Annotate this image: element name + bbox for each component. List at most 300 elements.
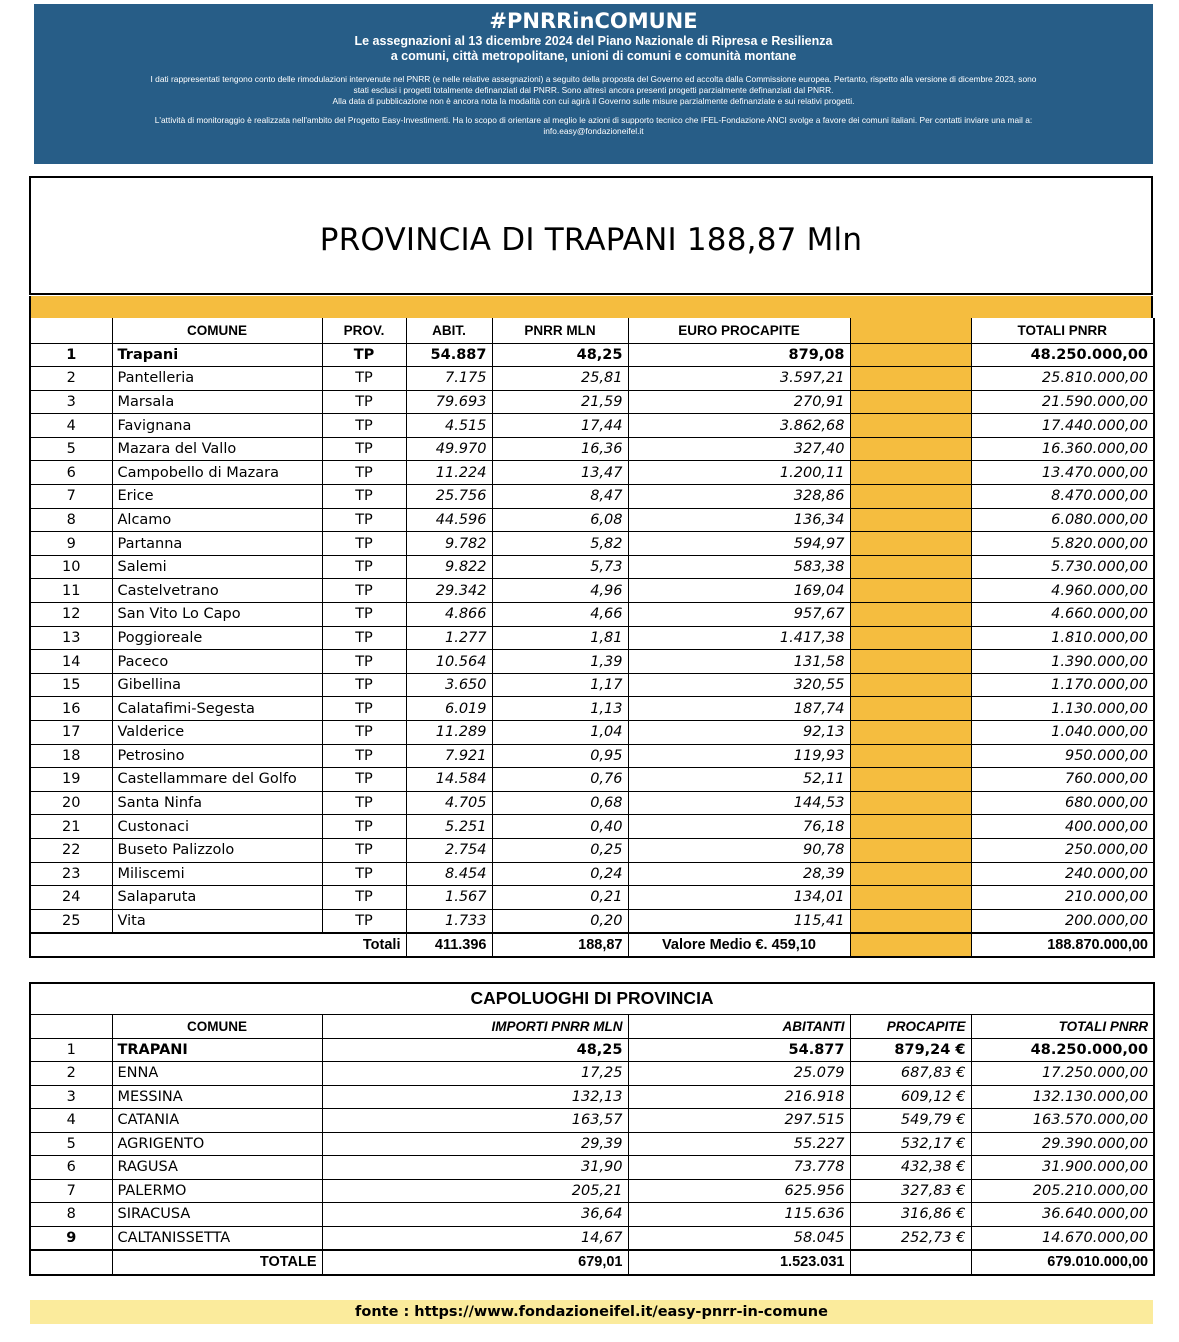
prov-cell: TP (322, 532, 406, 556)
comune-cell: PALERMO (112, 1179, 322, 1203)
abit-cell: 3.650 (406, 673, 492, 697)
prov-cell: TP (322, 414, 406, 438)
blank-cell (30, 1250, 112, 1275)
accent-column-cell (850, 555, 971, 579)
accent-column-cell (850, 886, 971, 910)
comune-cell: Buseto Palizzolo (117, 842, 235, 859)
accent-column-cell (850, 390, 971, 414)
rank-cell: 16 (30, 697, 112, 721)
procapite-cell: 327,83 € (850, 1179, 971, 1203)
comune-cell: ENNA (112, 1062, 322, 1086)
pnrr-cell: 5,82 (492, 532, 628, 556)
rank-cell: 7 (30, 1179, 112, 1203)
abit-cell: 4.866 (406, 603, 492, 627)
abit-cell: 7.921 (406, 744, 492, 768)
comune-cell: Trapani (117, 346, 179, 363)
abit-cell: 10.564 (406, 650, 492, 674)
abitanti-cell: 55.227 (628, 1132, 850, 1156)
banner-note-1: I dati rappresentati tengono conto delle rimodulazioni intervenute nel PNRR (e nelle relative assegnazioni) a seguito della proposta del Governo ed accolta dalla Commissione europea. Pertanto, rispetto alla versione di dicembre 2023, sono (150, 74, 1037, 84)
table-row (30, 838, 1154, 862)
euro-procapite-cell: 131,58 (628, 650, 850, 674)
rank-cell: 4 (30, 1109, 112, 1133)
rank-cell: 2 (30, 367, 112, 391)
comune-cell: Gibellina (117, 677, 182, 694)
pnrr-cell: 5,73 (492, 555, 628, 579)
abit-cell: 29.342 (406, 579, 492, 603)
procapite-cell: 432,38 € (850, 1156, 971, 1180)
euro-procapite-cell: 52,11 (628, 768, 850, 792)
rank-cell: 2 (30, 1062, 112, 1086)
table-row (30, 414, 1154, 438)
euro-procapite-cell: 957,67 (628, 603, 850, 627)
comune-cell: San Vito Lo Capo (117, 606, 241, 623)
comune-cell: Favignana (117, 417, 192, 434)
prov-cell: TP (322, 791, 406, 815)
accent-column-cell (850, 626, 971, 650)
prov-cell: TP (322, 815, 406, 839)
accent-column-cell (850, 721, 971, 745)
rank-cell: 7 (30, 485, 112, 509)
totali-cell: 4.660.000,00 (971, 603, 1154, 627)
prov-cell: TP (322, 485, 406, 509)
pnrr-cell: 0,95 (492, 744, 628, 768)
pnrr-cell: 16,36 (492, 437, 628, 461)
euro-procapite-cell: 92,13 (628, 721, 850, 745)
prov-cell: TP (322, 555, 406, 579)
table-row (30, 1109, 1154, 1133)
totals-row (30, 933, 1154, 957)
totali-cell: 240.000,00 (971, 862, 1154, 886)
abitanti-cell: 25.079 (628, 1062, 850, 1086)
totali-cell: 8.470.000,00 (971, 485, 1154, 509)
rank-cell: 9 (30, 532, 112, 556)
procapite-cell: 316,86 € (850, 1203, 971, 1227)
table-row (30, 744, 1154, 768)
pnrr-cell: 0,21 (492, 886, 628, 910)
importi-cell: 48,25 (322, 1038, 628, 1062)
totali-cell: 1.170.000,00 (971, 673, 1154, 697)
totali-cell: 205.210.000,00 (971, 1179, 1154, 1203)
totali-cell: 13.470.000,00 (971, 461, 1154, 485)
abitanti-cell: 115.636 (628, 1203, 850, 1227)
header-totali: TOTALI PNRR (971, 318, 1154, 343)
pnrr-cell: 13,47 (492, 461, 628, 485)
table-row (30, 1062, 1154, 1086)
banner-note-4: L'attività di monitoraggio è realizzata nell'ambito del Progetto Easy-Investimenti. Ha lo scopo di orientare al meglio le azioni di supporto tecnico che IFEL-Fondazione ANCI svolge a favore dei comuni italiani. Per contatti inviare una mail a: (154, 115, 1033, 125)
euro-procapite-cell: 327,40 (628, 437, 850, 461)
pnrr-cell: 0,76 (492, 768, 628, 792)
table-row (30, 437, 1154, 461)
table-row (30, 1038, 1154, 1062)
rank-cell: 8 (30, 508, 112, 532)
prov-cell: TP (322, 508, 406, 532)
euro-procapite-cell: 136,34 (628, 508, 850, 532)
comune-cell: CALTANISSETTA (112, 1226, 322, 1250)
importi-cell: 17,25 (322, 1062, 628, 1086)
comune-cell: Custonaci (117, 818, 190, 835)
province-title: PROVINCIA DI TRAPANI 188,87 Mln (319, 221, 863, 258)
euro-procapite-cell: 119,93 (628, 744, 850, 768)
rank-cell: 13 (30, 626, 112, 650)
procapite-cell: 532,17 € (850, 1132, 971, 1156)
rank-cell: 1 (30, 343, 112, 367)
totali-cell: 21.590.000,00 (971, 390, 1154, 414)
totali-cell: 250.000,00 (971, 838, 1154, 862)
euro-procapite-cell: 320,55 (628, 673, 850, 697)
importi-cell: 29,39 (322, 1132, 628, 1156)
accent-column-cell (850, 343, 971, 367)
abit-cell: 11.289 (406, 721, 492, 745)
totali-cell: 29.390.000,00 (971, 1132, 1154, 1156)
comune-cell: TRAPANI (112, 1038, 322, 1062)
totale-abitanti: 1.523.031 (628, 1250, 850, 1275)
table-row (30, 626, 1154, 650)
abitanti-cell: 73.778 (628, 1156, 850, 1180)
totali-cell: 1.810.000,00 (971, 626, 1154, 650)
header-abit: ABIT. (406, 318, 492, 343)
rank-cell: 6 (30, 461, 112, 485)
totale-totali: 679.010.000,00 (971, 1250, 1154, 1275)
rank-cell: 12 (30, 603, 112, 627)
pnrr-cell: 4,96 (492, 579, 628, 603)
capoluoghi-table-header (30, 1014, 1154, 1038)
rank-cell: 11 (30, 579, 112, 603)
euro-procapite-cell: 115,41 (628, 909, 850, 933)
rank-cell: 10 (30, 555, 112, 579)
table-row (30, 1132, 1154, 1156)
accent-column-cell (850, 673, 971, 697)
header-abitanti: ABITANTI (628, 1014, 850, 1038)
accent-column-cell (850, 909, 971, 933)
prov-cell: TP (322, 603, 406, 627)
abit-cell: 54.887 (406, 343, 492, 367)
table-row (30, 343, 1154, 367)
table-row (30, 791, 1154, 815)
province-table-header (30, 318, 1154, 343)
accent-column-cell (850, 367, 971, 391)
euro-procapite-cell: 270,91 (628, 390, 850, 414)
euro-procapite-cell: 583,38 (628, 555, 850, 579)
pnrr-cell: 8,47 (492, 485, 628, 509)
header-comune: COMUNE (112, 318, 322, 343)
accent-column-cell (850, 485, 971, 509)
totali-cell: 1.040.000,00 (971, 721, 1154, 745)
rank-cell: 6 (30, 1156, 112, 1180)
table-row (30, 697, 1154, 721)
province-table (29, 318, 1155, 958)
totali-cell: 163.570.000,00 (971, 1109, 1154, 1133)
procapite-cell: 687,83 € (850, 1062, 971, 1086)
table-row (30, 673, 1154, 697)
abit-cell: 25.756 (406, 485, 492, 509)
blank-cell (112, 933, 322, 957)
table-row (30, 1156, 1154, 1180)
prov-cell: TP (322, 673, 406, 697)
table-row (30, 886, 1154, 910)
banner-hashtag: #PNRRinCOMUNE (489, 9, 698, 33)
comune-cell: Salaparuta (117, 889, 197, 906)
table-row (30, 555, 1154, 579)
header-importi: IMPORTI PNRR MLN (322, 1014, 628, 1038)
comune-cell: Calatafimi-Segesta (117, 700, 255, 717)
prov-cell: TP (322, 862, 406, 886)
euro-procapite-cell: 76,18 (628, 815, 850, 839)
blank-cell (30, 933, 112, 957)
table-row (30, 390, 1154, 414)
rank-cell: 4 (30, 414, 112, 438)
accent-column-cell (850, 414, 971, 438)
prov-cell: TP (322, 909, 406, 933)
abitanti-cell: 297.515 (628, 1109, 850, 1133)
totali-cell: 6.080.000,00 (971, 508, 1154, 532)
prov-cell: TP (322, 367, 406, 391)
totale-label: TOTALE (112, 1250, 322, 1275)
table-row (30, 579, 1154, 603)
importi-cell: 205,21 (322, 1179, 628, 1203)
table-row (30, 1179, 1154, 1203)
capoluoghi-table (29, 982, 1155, 1276)
totali-cell: 17.440.000,00 (971, 414, 1154, 438)
abit-cell: 49.970 (406, 437, 492, 461)
banner-note-2: stati esclusi i progetti totalmente definanziati dal PNRR. Sono altresì ancora presenti progetti parzialmente definanziati dal PNRR. (353, 85, 834, 95)
header-euro: EURO PROCAPITE (628, 318, 850, 343)
prov-cell: TP (322, 650, 406, 674)
header-banner (34, 4, 1153, 164)
table-row (30, 1085, 1154, 1109)
rank-cell: 5 (30, 1132, 112, 1156)
comune-cell: SIRACUSA (112, 1203, 322, 1227)
prov-cell: TP (322, 626, 406, 650)
comune-cell: Partanna (117, 535, 183, 552)
abitanti-cell: 625.956 (628, 1179, 850, 1203)
comune-cell: Poggioreale (117, 629, 203, 646)
euro-procapite-cell: 28,39 (628, 862, 850, 886)
abit-cell: 6.019 (406, 697, 492, 721)
pnrr-cell: 6,08 (492, 508, 628, 532)
comune-cell: Miliscemi (117, 865, 185, 882)
prov-cell: TP (322, 838, 406, 862)
capoluoghi-caption: CAPOLUOGHI DI PROVINCIA (30, 983, 1154, 1014)
euro-procapite-cell: 328,86 (628, 485, 850, 509)
abitanti-cell: 216.918 (628, 1085, 850, 1109)
totali-cell: 400.000,00 (971, 815, 1154, 839)
euro-procapite-cell: 3.862,68 (628, 414, 850, 438)
pnrr-cell: 25,81 (492, 367, 628, 391)
euro-procapite-cell: 144,53 (628, 791, 850, 815)
totali-cell: 5.730.000,00 (971, 555, 1154, 579)
totali-cell: 5.820.000,00 (971, 532, 1154, 556)
rank-cell: 19 (30, 768, 112, 792)
accent-column-cell (850, 791, 971, 815)
comune-cell: CATANIA (112, 1109, 322, 1133)
abit-cell: 44.596 (406, 508, 492, 532)
rank-cell: 1 (30, 1038, 112, 1062)
abit-cell: 14.584 (406, 768, 492, 792)
comune-cell: Alcamo (117, 511, 172, 528)
comune-cell: Castellammare del Golfo (117, 771, 297, 788)
abit-cell: 1.567 (406, 886, 492, 910)
comune-cell: MESSINA (112, 1085, 322, 1109)
table-row (30, 909, 1154, 933)
pnrr-cell: 4,66 (492, 603, 628, 627)
rank-cell: 17 (30, 721, 112, 745)
pnrr-cell: 1,39 (492, 650, 628, 674)
prov-cell: TP (322, 886, 406, 910)
procapite-cell: 252,73 € (850, 1226, 971, 1250)
totali-cell: 48.250.000,00 (971, 1038, 1154, 1062)
euro-procapite-cell: 3.597,21 (628, 367, 850, 391)
rank-cell: 14 (30, 650, 112, 674)
table-row (30, 768, 1154, 792)
prov-cell: TP (322, 390, 406, 414)
blank-cell (850, 1250, 971, 1275)
header-totali: TOTALI PNRR (971, 1014, 1154, 1038)
procapite-cell: 879,24 € (850, 1038, 971, 1062)
prov-cell: TP (322, 697, 406, 721)
pnrr-cell: 1,81 (492, 626, 628, 650)
table-row (30, 508, 1154, 532)
totali-cell: 14.670.000,00 (971, 1226, 1154, 1250)
accent-column-cell (850, 744, 971, 768)
accent-column-cell (850, 815, 971, 839)
table-row (30, 532, 1154, 556)
totali-cell: 17.250.000,00 (971, 1062, 1154, 1086)
source-footer: fonte : https://www.fondazioneifel.it/easy-pnrr-in-comune (30, 1300, 1153, 1324)
rank-cell: 15 (30, 673, 112, 697)
table-row (30, 603, 1154, 627)
comune-cell: Campobello di Mazara (117, 464, 279, 481)
abit-cell: 11.224 (406, 461, 492, 485)
abit-cell: 8.454 (406, 862, 492, 886)
comune-cell: Salemi (117, 559, 167, 576)
accent-column-cell (850, 461, 971, 485)
comune-cell: Erice (117, 488, 154, 505)
table-row (30, 485, 1154, 509)
euro-procapite-cell: 169,04 (628, 579, 850, 603)
rank-cell: 3 (30, 1085, 112, 1109)
pnrr-cell: 0,68 (492, 791, 628, 815)
abit-cell: 7.175 (406, 367, 492, 391)
pnrr-cell: 1,13 (492, 697, 628, 721)
comune-cell: Pantelleria (117, 370, 195, 387)
table-row (30, 367, 1154, 391)
table-row (30, 650, 1154, 674)
accent-column-cell (850, 532, 971, 556)
importi-cell: 31,90 (322, 1156, 628, 1180)
accent-column-cell (850, 650, 971, 674)
prov-cell: TP (322, 744, 406, 768)
abit-cell: 1.277 (406, 626, 492, 650)
pnrr-cell: 0,40 (492, 815, 628, 839)
totali-cell: 31.900.000,00 (971, 1156, 1154, 1180)
abitanti-cell: 58.045 (628, 1226, 850, 1250)
header-pnrr: PNRR MLN (492, 318, 628, 343)
comune-cell: Vita (117, 912, 146, 929)
province-title-box (29, 176, 1153, 295)
abit-cell: 2.754 (406, 838, 492, 862)
totals-pnrr: 188,87 (492, 933, 628, 957)
banner-subtitle-2: a comuni, città metropolitane, unioni di comuni e comunità montane (390, 49, 797, 63)
accent-column-cell (850, 933, 971, 957)
rank-cell: 21 (30, 815, 112, 839)
header-procapite: PROCAPITE (850, 1014, 971, 1038)
comune-cell: Marsala (117, 393, 175, 410)
prov-cell: TP (322, 768, 406, 792)
totali-cell: 680.000,00 (971, 791, 1154, 815)
totali-cell: 16.360.000,00 (971, 437, 1154, 461)
rank-cell: 20 (30, 791, 112, 815)
totali-cell: 200.000,00 (971, 909, 1154, 933)
abit-cell: 4.705 (406, 791, 492, 815)
accent-column-cell (850, 437, 971, 461)
totali-cell: 4.960.000,00 (971, 579, 1154, 603)
rank-cell: 5 (30, 437, 112, 461)
totals-totali: 188.870.000,00 (971, 933, 1154, 957)
abit-cell: 79.693 (406, 390, 492, 414)
abit-cell: 4.515 (406, 414, 492, 438)
totali-cell: 950.000,00 (971, 744, 1154, 768)
totals-label: Totali (322, 933, 406, 957)
abit-cell: 9.782 (406, 532, 492, 556)
totali-cell: 48.250.000,00 (971, 343, 1154, 367)
importi-cell: 163,57 (322, 1109, 628, 1133)
accent-column-cell (850, 508, 971, 532)
abit-cell: 9.822 (406, 555, 492, 579)
rank-cell: 8 (30, 1203, 112, 1227)
totali-cell: 760.000,00 (971, 768, 1154, 792)
header-prov: PROV. (322, 318, 406, 343)
procapite-cell: 549,79 € (850, 1109, 971, 1133)
importi-cell: 14,67 (322, 1226, 628, 1250)
rank-cell: 22 (30, 838, 112, 862)
totali-cell: 1.390.000,00 (971, 650, 1154, 674)
prov-cell: TP (322, 437, 406, 461)
comune-cell: Paceco (117, 653, 169, 670)
comune-cell: AGRIGENTO (112, 1132, 322, 1156)
rank-cell: 24 (30, 886, 112, 910)
prov-cell: TP (322, 343, 406, 367)
euro-procapite-cell: 879,08 (628, 343, 850, 367)
prov-cell: TP (322, 461, 406, 485)
comune-cell: Petrosino (117, 747, 185, 764)
accent-column-cell (850, 768, 971, 792)
importi-cell: 132,13 (322, 1085, 628, 1109)
rank-cell: 23 (30, 862, 112, 886)
pnrr-cell: 0,24 (492, 862, 628, 886)
banner-contact-email: info.easy@fondazioneifel.it (543, 126, 644, 136)
euro-procapite-cell: 594,97 (628, 532, 850, 556)
totals-abit: 411.396 (406, 933, 492, 957)
banner-subtitle-1: Le assegnazioni al 13 dicembre 2024 del Piano Nazionale di Ripresa e Resilienza (354, 34, 833, 48)
pnrr-cell: 0,25 (492, 838, 628, 862)
comune-cell: RAGUSA (112, 1156, 322, 1180)
totals-valore-medio: Valore Medio €. 459,10 (628, 933, 850, 957)
rank-cell: 18 (30, 744, 112, 768)
euro-procapite-cell: 90,78 (628, 838, 850, 862)
rank-cell: 9 (30, 1226, 112, 1250)
accent-bar (29, 296, 1153, 318)
accent-column-cell (850, 697, 971, 721)
abit-cell: 1.733 (406, 909, 492, 933)
rank-cell: 3 (30, 390, 112, 414)
pnrr-cell: 0,20 (492, 909, 628, 933)
totali-cell: 210.000,00 (971, 886, 1154, 910)
accent-column-cell (850, 838, 971, 862)
table-row (30, 815, 1154, 839)
table-row (30, 461, 1154, 485)
comune-cell: Mazara del Vallo (117, 441, 237, 458)
euro-procapite-cell: 1.200,11 (628, 461, 850, 485)
